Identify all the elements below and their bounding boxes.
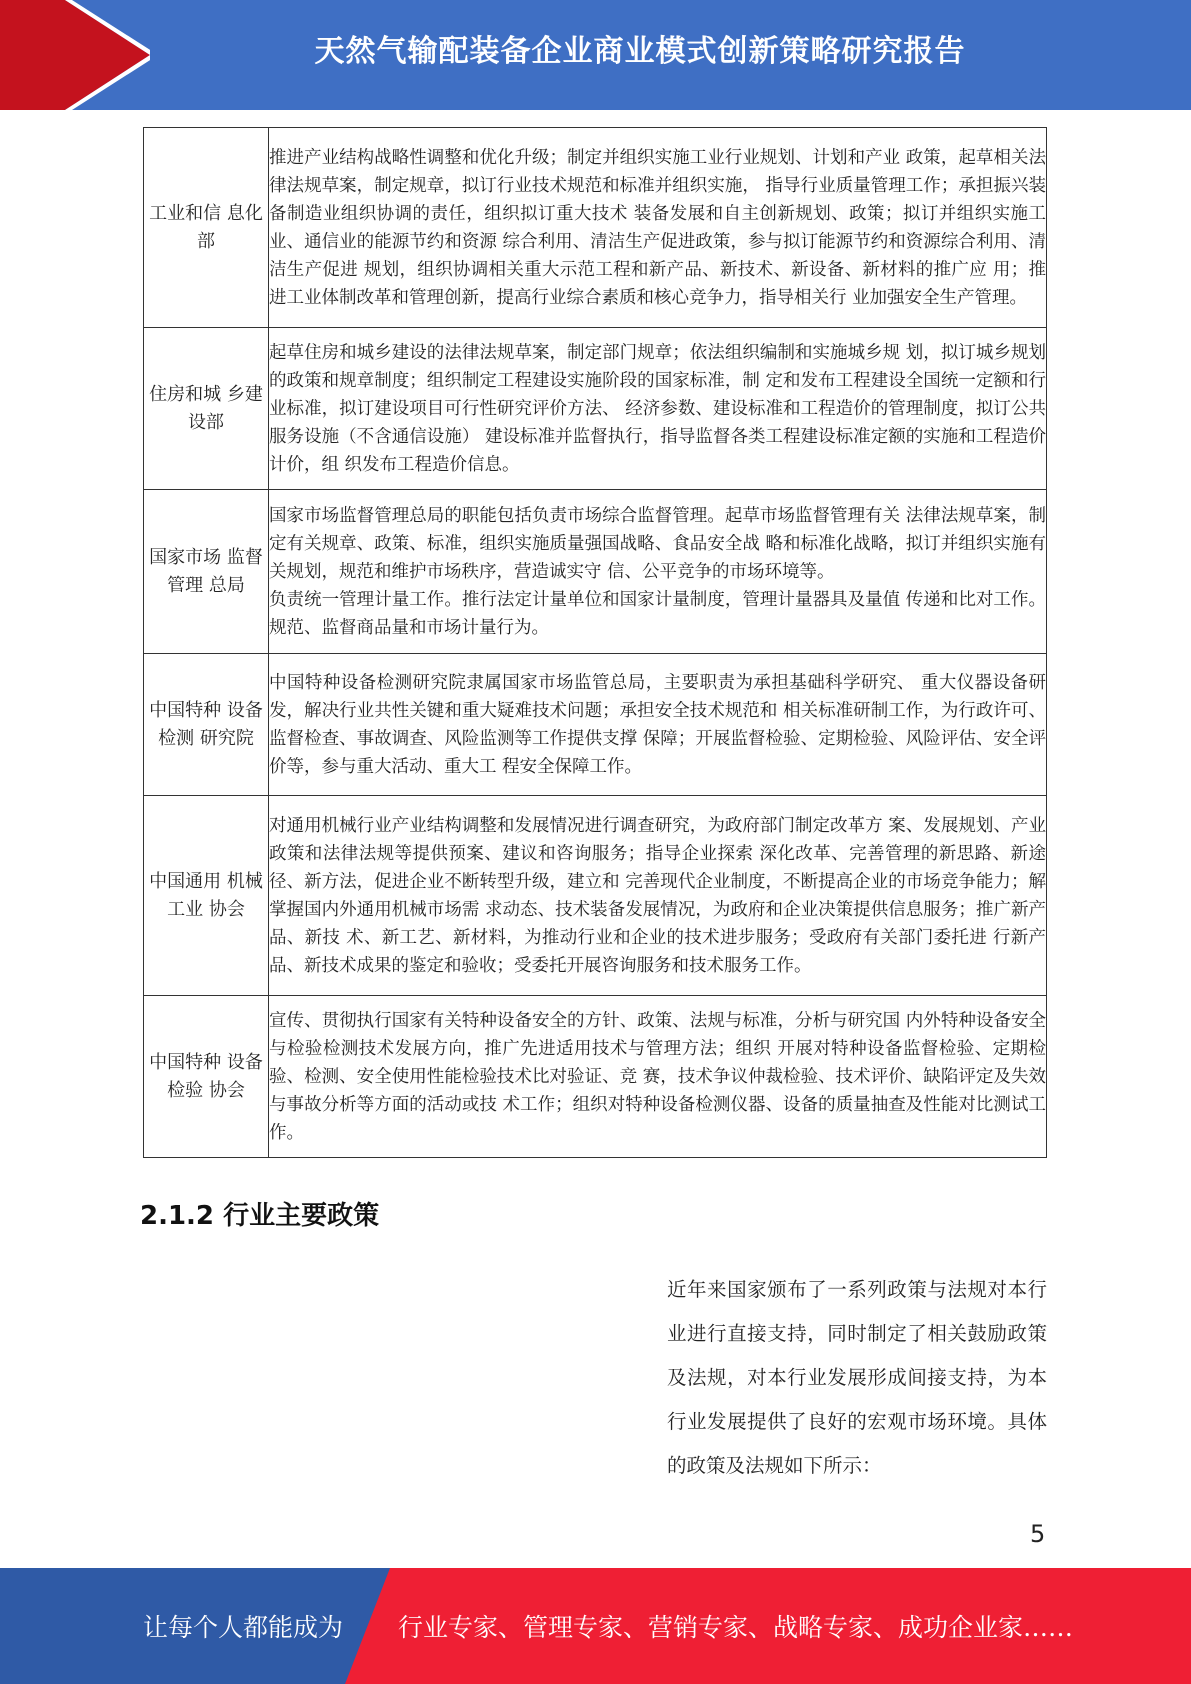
header-red-arrow [0,0,150,110]
report-title: 天然气输配装备企业商业模式创新策略研究报告 [314,34,966,69]
duty-paragraph: 起草住房和城乡建设的法律法规草案，制定部门规章；依法组织编制和实施城乡规 划，拟订城乡规划的政策和规章制度；组织制定工程建设实施阶段的国家标准，制 定和发布工程建设全国统一定额和行业标准，拟订建设项目可行性研究评价方法、 经济参数、建设标准和工程造价的管理制度，拟订公共服务设施（不含通信设施） 建设标准并监督执行，指导监督各类工程建设标准定额的实施和工程造价计价，组 织发布工程造价信息。 [269,342,1046,475]
footer-slogan-left: 让每个人都能成为 [143,1613,344,1642]
agency-duty [269,796,1047,996]
agency-duty [269,128,1047,328]
table-row [144,796,1047,996]
duty-paragraph: 宣传、贯彻执行国家有关特种设备安全的方针、政策、法规与标准，分析与研究国 内外特种设备安全与检验检测技术发展方向，推广先进适用技术与管理方法；组织 开展对特种设备监督检验、定期检验、检测、安全使用性能检验技术比对验证、竞 赛，技术争议仲裁检验、技术评价、缺陷评定及失效与事故分析等方面的活动或技 术工作；组织对特种设备检测仪器、设备的质量抽查及性能对比测试工作。 [269,1010,1046,1143]
table-row [144,654,1047,796]
agency-name: 工业和信 息化部 [144,128,269,328]
agency-name: 国家市场 监督管理 总局 [144,490,269,654]
table-row [144,490,1047,654]
agency-duty [269,328,1047,490]
agency-duty [269,654,1047,796]
page-number: 5 [1030,1520,1046,1548]
duty-paragraph: 推进产业结构战略性调整和优化升级；制定并组织实施工业行业规划、计划和产业 政策，起草相关法律法规草案，制定规章，拟订行业技术规范和标准并组织实施， 指导行业质量管理工作；承担振兴装备制造业组织协调的责任，组织拟订重大技术 装备发展和自主创新规划、政策；拟订并组织实施工业、通信业的能源节约和资源 综合利用、清洁生产促进政策，参与拟订能源节约和资源综合利用、清洁生产促进 规划，组织协调相关重大示范工程和新产品、新技术、新设备、新材料的推广应 用；推进工业体制改革和管理创新，提高行业综合素质和核心竞争力，指导相关行 业加强安全生产管理。 [269,147,1046,308]
agency-name: 住房和城 乡建设部 [144,328,269,490]
page-header [0,0,1191,110]
section-heading: 2.1.2 行业主要政策 [140,1201,380,1231]
table-row [144,996,1047,1158]
agency-duty [269,490,1047,654]
intro-paragraph: 近年来国家颁布了一系列政策与法规对本行业进行直接支持，同时制定了相关鼓励政策及法规，对本行业发展形成间接支持，为本行业发展提供了良好的宏观市场环境。具体的政策及法规如下所示： [667,1278,1047,1477]
duty-paragraph: 中国特种设备检测研究院隶属国家市场监管总局，主要职责为承担基础科学研究、 重大仪器设备研发，解决行业共性关键和重大疑难技术问题；承担安全技术规范和 相关标准研制工作，为行政许可、监督检查、事故调查、风险监测等工作提供支撑 保障；开展监督检验、定期检验、风险评估、安全评价等，参与重大活动、重大工 程安全保障工作。 [269,672,1046,777]
duty-paragraph: 负责统一管理计量工作。推行法定计量单位和国家计量制度，管理计量器具及量值 传递和比对工作。规范、监督商品量和市场计量行为。 [269,589,1046,638]
agency-duty [269,996,1047,1158]
duty-paragraph: 对通用机械行业产业结构调整和发展情况进行调查研究，为政府部门制定改革方 案、发展规划、产业政策和法律法规等提供预案、建议和咨询服务；指导企业探索 深化改革、完善管理的新思路、新途径、新方法，促进企业不断转型升级，建立和 完善现代企业制度，不断提高企业的市场竞争能力；解掌握国内外通用机械市场需 求动态、技术装备发展情况，为政府和企业决策提供信息服务；推广新产品、新技 术、新工艺、新材料，为推动行业和企业的技术进步服务；受政府有关部门委托进 行新产品、新技术成果的鉴定和验收；受委托开展咨询服务和技术服务工作。 [269,815,1046,976]
agency-name: 中国特种 设备检验 协会 [144,996,269,1158]
agency-duties-table [143,127,1047,1158]
agency-name: 中国特种 设备检测 研究院 [144,654,269,796]
agency-name: 中国通用 机械工业 协会 [144,796,269,996]
footer-slogan-right: 行业专家、管理专家、营销专家、战略专家、成功企业家…… [398,1613,1074,1642]
duty-paragraph: 国家市场监督管理总局的职能包括负责市场综合监督管理。起草市场监督管理有关 法律法规草案，制定有关规章、政策、标准，组织实施质量强国战略、食品安全战 略和标准化战略，拟订并组织实施有关规划，规范和维护市场秩序，营造诚实守 信、公平竞争的市场环境等。 [269,505,1046,582]
table-row [144,128,1047,328]
table-row [144,328,1047,490]
page-footer [0,1568,1191,1684]
